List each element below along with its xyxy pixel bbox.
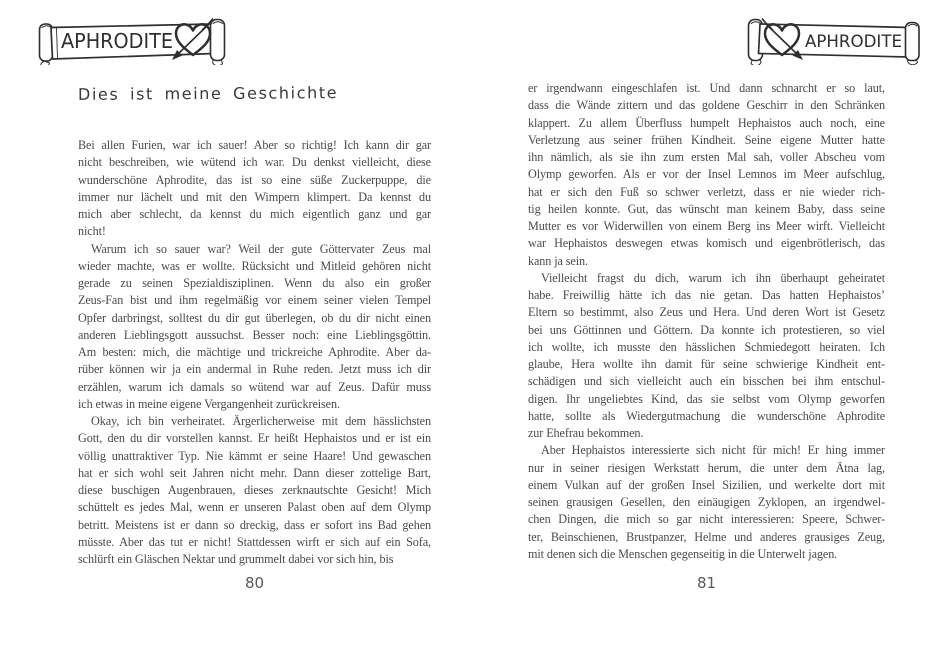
text-line: müsste. Aber das tut er nicht! Stattdessen wirft er sich auf ein Sofa, — [78, 534, 431, 549]
text-line: kann ja sein. — [528, 253, 588, 268]
text-line: mich aber schlecht, da kennst du mich eigentlich ganz und gar — [78, 207, 431, 221]
text-line: anderen Lieblingsgott aussuchst. Besser noch: eine Lieblingsgöttin. — [78, 327, 431, 342]
text-line: Eltern so bestimmt, also Zeus und Hera. Und deren Wort ist Gesetz — [528, 305, 885, 320]
text-line: Zeus-Fan bist und ihm regelmäßig vor einem seiner vielen Tempel — [78, 293, 431, 308]
text-line: dass die Wände zittern und das goldene Geschirr in den Schränken — [528, 98, 885, 113]
text-line: Gott, den du dir vorstellen kannst. Er heißt Hephaistos und er ist ein — [78, 431, 431, 446]
text-line: war Hephaistos deswegen etwas komisch und eigenbrötlerisch, das — [528, 236, 885, 251]
page-body-right — [528, 80, 885, 563]
text-line: völlig unattraktiver Typ. Nie kämmt er seine Haare! Und gewaschen — [78, 448, 431, 463]
text-line: wieder machte, was er wollte. Rücksicht und Mitleid gehören nicht — [78, 258, 431, 273]
text-line: hatte, sollte als Wiedergutmachung die wunderschöne Aphrodite — [528, 408, 885, 423]
text-line: Aber Hephaistos interessierte sich nicht für mich! Er hing immer — [541, 443, 885, 458]
text-line: klappert. Zu allem Überfluss humpelt Hephaistos auch noch, eine — [528, 115, 885, 130]
banner-title-left: APHRODITE — [61, 29, 173, 53]
text-line: Bei allen Furien, war ich sauer! Aber so richtig! Ich kann dir gar — [78, 138, 431, 152]
text-line: nicht! — [78, 224, 106, 239]
text-line: hat er sich wohl seit Jahren nicht mehr. Dann dieser zottelige Bart, — [78, 465, 431, 480]
banner-title-right: APHRODITE — [805, 32, 902, 52]
text-line: Okay, ich bin verheiratet. Ärgerlicherweise mit dem hässlichsten — [91, 414, 431, 428]
text-line: zur Ehefrau bekommen. — [528, 426, 644, 440]
text-line: Mutter es vor Widerwillen von einem Berg ins Meer wirft. Vielleicht — [528, 219, 885, 233]
text-line: digen. Ihr ungeliebtes Kind, das sie selbst vom Olymp geworfen — [528, 391, 885, 406]
text-line: hat er sich den Fuß so schwer verletzt, dass er nie wieder rich- — [528, 184, 885, 199]
text-line: schüttelt es jedes Mal, wenn er unseren Palast oben auf dem Olymp — [78, 500, 431, 515]
text-line: er irgendwann eingeschlafen ist. Und dann schnarcht er so laut, — [528, 81, 885, 95]
text-line: diese buschigen Augenbrauen, dieses zerknautschte Gesicht! Mich — [78, 483, 431, 497]
text-line: bei uns Göttinnen und Göttern. Da konnte ich protestieren, so viel — [528, 322, 885, 337]
text-line: nicht beschreiben, wie wütend ich war. Du denkst vielleicht, diese — [78, 155, 431, 170]
text-line: erzählen, warum ich damals so wütend war auf Zeus. Dafür muss — [78, 379, 431, 394]
chapter-heading: Dies ist meine Geschichte — [77, 83, 339, 104]
text-line: wunderschöne Aphrodite, das ist so eine süße Zuckerpuppe, die — [78, 172, 431, 187]
text-line: Verletzung aus seiner frühen Kindheit. Seine eigene Mutter hatte — [528, 132, 885, 147]
text-line: nur in seiner riesigen Werkstatt herum, die unter dem Ätna lag, — [528, 460, 885, 475]
text-line: mit denen sich die Menschen gegenseitig in die Unterwelt jagen. — [528, 546, 838, 561]
page-number-right: 81 — [696, 574, 717, 592]
text-line: ihn nämlich, als sie ihn zum ersten Mal sah, voller Abscheu vom — [528, 150, 885, 164]
text-line: einem Vulkan auf der großen Insel Sizilien, und werkelte dort mit — [528, 477, 885, 492]
aphrodite-banner-right — [746, 15, 922, 65]
text-line: ter, Beinschienen, Brustpanzer, Helme und anderes grausiges Zeug, — [528, 529, 885, 544]
text-line: ich etwas in meine eigene Vergangenheit zurückreisen. — [78, 396, 340, 411]
text-line: chen Dingen, die mich so gar nicht interessieren: Speere, Schwer- — [528, 512, 885, 527]
page-body-left — [78, 137, 431, 568]
text-line: rüber können wir ja ein andermal in Ruhe reden. Jetzt muss ich dir — [78, 362, 431, 377]
text-line: gerade zu seinen Spezialdisziplinen. Wenn du also ein großer — [78, 276, 431, 290]
text-line: schlürft ein Gläschen Nektar und grummelt dabei vor sich hin, bis — [78, 552, 394, 566]
text-line: glaube, Hera wollte ihn damit für seine schwierige Kindheit ent- — [528, 357, 885, 371]
text-line: ich wollte, ich musste den hässlichen Schmiedegott heiraten. Ich — [528, 339, 885, 354]
text-line: Olymp geworfen. Als er vor der Insel Lemnos im Meer aufschlug, — [528, 167, 885, 182]
scroll-roll-right-end — [211, 20, 225, 66]
text-line: seinen grausigen Gesellen, den einäugigen Zyklopen, an irgendwel- — [528, 495, 885, 509]
text-line: Vielleicht fragst du dich, warum ich ihn überhaupt geheiratet — [541, 270, 885, 285]
page-number-left: 80 — [244, 574, 265, 592]
text-line: schädigen und sich vielleicht auch ein bisschen bei ihm entschul- — [528, 374, 885, 389]
text-line: Am besten: mich, die mächtige und trickreiche Aphrodite. Aber da- — [78, 345, 431, 359]
aphrodite-banner-left — [36, 15, 228, 65]
text-line: habe. Freiwillig hätte ich das nie getan. Das hatten Hephaistos’ — [528, 288, 885, 302]
text-line: Opfer darbringst, solltest du dir gut überlegen, ob du dir nicht einen — [78, 310, 431, 325]
text-line: betritt. Meistens ist er dann so dreckig, dass er sofort ins Bad gehen — [78, 517, 431, 532]
text-line: immer nur lächelt und mit den Wimpern klimpert. Da kennst du — [78, 189, 431, 204]
text-line: tig heilen konnte. Gut, das wünscht man keinem Baby, dass seine — [528, 201, 885, 216]
text-line: Warum ich so sauer war? Weil der gute Göttervater Zeus mal — [91, 241, 431, 256]
scroll-roll-right-end — [906, 23, 920, 65]
